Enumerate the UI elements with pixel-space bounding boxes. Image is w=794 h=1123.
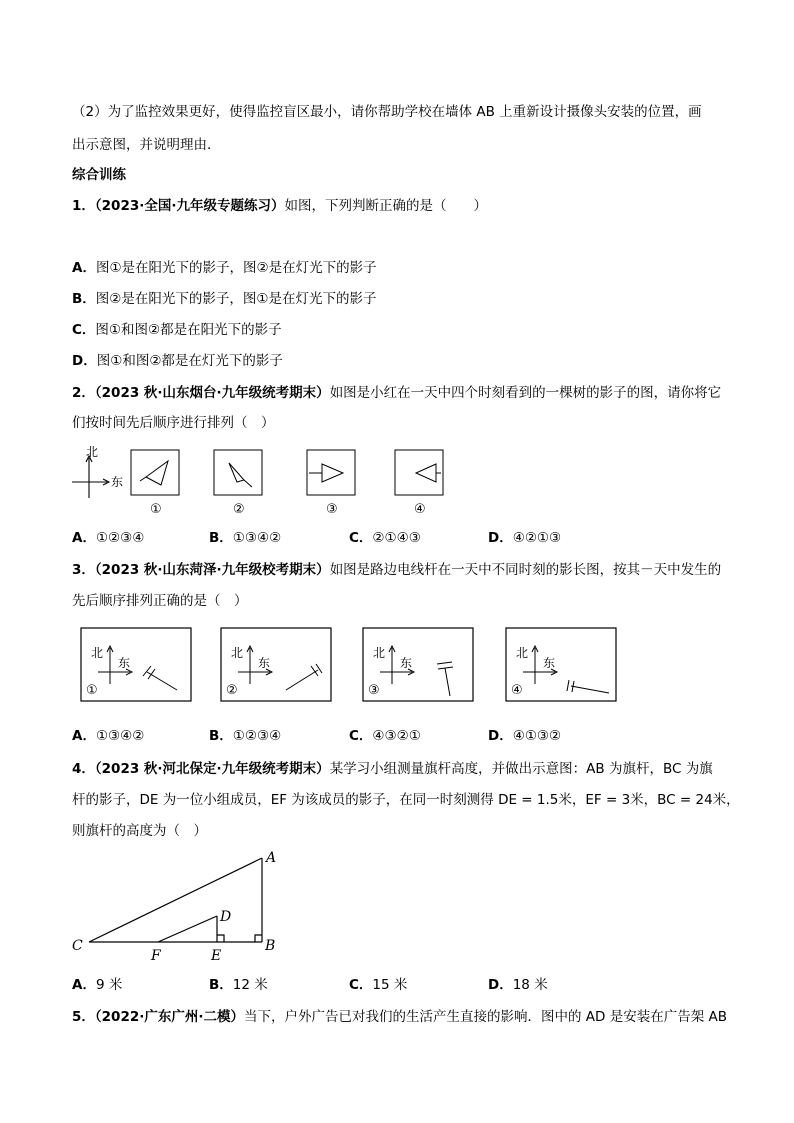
figure-label-1: ① [86,683,98,698]
q2-option-b[interactable]: B．①③④② [209,530,282,546]
compass-north-label: 北 [231,646,244,660]
q3-option-a[interactable]: A．①③④② [72,728,145,744]
q2-option-d[interactable]: D．④②①③ [488,530,562,546]
q3-figure [0,624,720,704]
compass-east-label: 东 [258,656,271,670]
figure-label-4: ④ [511,683,523,698]
intro-line-1: （2）为了监控效果更好，使得监控盲区最小，请你帮助学校在墙体 AB 上重新设计摄像头安装的位置，画 [72,104,702,120]
intro-line-2: 出示意图，并说明理由． [72,137,221,153]
question-3-stem: 3．（2023 秋·山东菏泽·九年级校考期末）如图是路边电线杆在一天中不同时刻的影长图，按其－天中发生的 [72,562,722,578]
question-4-stem: 4．（2023 秋·河北保定·九年级统考期末）某学习小组测量旗杆高度，并做出示意图：AB 为旗杆，BC 为旗 [72,761,713,777]
question-5-stem: 5．（2022·广东广州·二模）当下，户外广告已对我们的生活产生直接的影响．图中的 AD 是安装在广告架 AB [72,1009,727,1025]
question-number: 1． [72,198,95,214]
q4-option-a[interactable]: A．9 米 [72,977,123,993]
point-f-label: F [151,948,161,964]
compass-east-label: 东 [118,656,131,670]
compass-east-label: 东 [543,656,556,670]
q2-figure [0,440,720,515]
q1-option-c[interactable]: C．图①和图②都是在阳光下的影子 [72,322,282,338]
q3-option-d[interactable]: D．④①③② [488,728,562,744]
tree-shadow-figure-1 [131,450,179,495]
figure-label-4: ④ [414,502,426,517]
section-title: 综合训练 [72,167,126,183]
q1-option-d[interactable]: D．图①和图②都是在灯光下的影子 [72,353,283,369]
question-2-stem: 2．（2023 秋·山东烟台·九年级统考期末）如图是小红在一天中四个时刻看到的一棵树的影子的图，请你将它 [72,385,722,401]
figure-label-3: ③ [368,683,380,698]
compass-north-label: 北 [373,646,386,660]
question-4-stem-end: 则旗杆的高度为（ ） [72,823,207,839]
figure-label-2: ② [233,502,245,517]
compass-north-label: 北 [91,646,104,660]
compass-north-label: 北 [86,445,99,459]
q2-option-a[interactable]: A．①②③④ [72,530,145,546]
q4-option-b[interactable]: B．12 米 [209,977,268,993]
question-source: （2023·全国·九年级专题练习） [94,198,285,214]
q4-triangle-figure [0,846,720,966]
q1-option-a[interactable]: A．图①是在阳光下的影子，图②是在灯光下的影子 [72,260,377,276]
figure-label-1: ① [150,502,162,517]
q3-option-b[interactable]: B．①②③④ [209,728,282,744]
q3-option-c[interactable]: C．④③②① [349,728,421,744]
compass-north-label: 北 [516,646,529,660]
question-3-stem-cont: 先后顺序排列正确的是（ ） [72,593,248,609]
question-4-stem-cont: 杆的影子，DE 为一位小组成员，EF 为该成员的影子，在同一时刻测得 DE = 1.5米，EF = 3米，BC = 24米， [72,792,740,808]
q4-option-d[interactable]: D．18 米 [488,977,548,993]
compass-east-label: 东 [400,656,413,670]
point-d-label: D [220,909,232,925]
q4-option-c[interactable]: C．15 米 [349,977,408,993]
point-e-label: E [211,948,222,964]
point-a-label: A [266,850,277,866]
question-text: 如图，下列判断正确的是（ ） [284,198,487,214]
compass-east-label: 东 [111,475,124,489]
question-1-stem [72,197,487,215]
figure-label-3: ③ [326,502,338,517]
question-2-stem-cont: 们按时间先后顺序进行排列（ ） [72,415,275,431]
q2-option-c[interactable]: C．②①④③ [349,530,421,546]
figure-label-2: ② [226,683,238,698]
q1-option-b[interactable]: B．图②是在阳光下的影子，图①是在灯光下的影子 [72,291,377,307]
point-c-label: C [72,938,83,954]
point-b-label: B [265,938,276,954]
compass-icon [72,456,109,498]
